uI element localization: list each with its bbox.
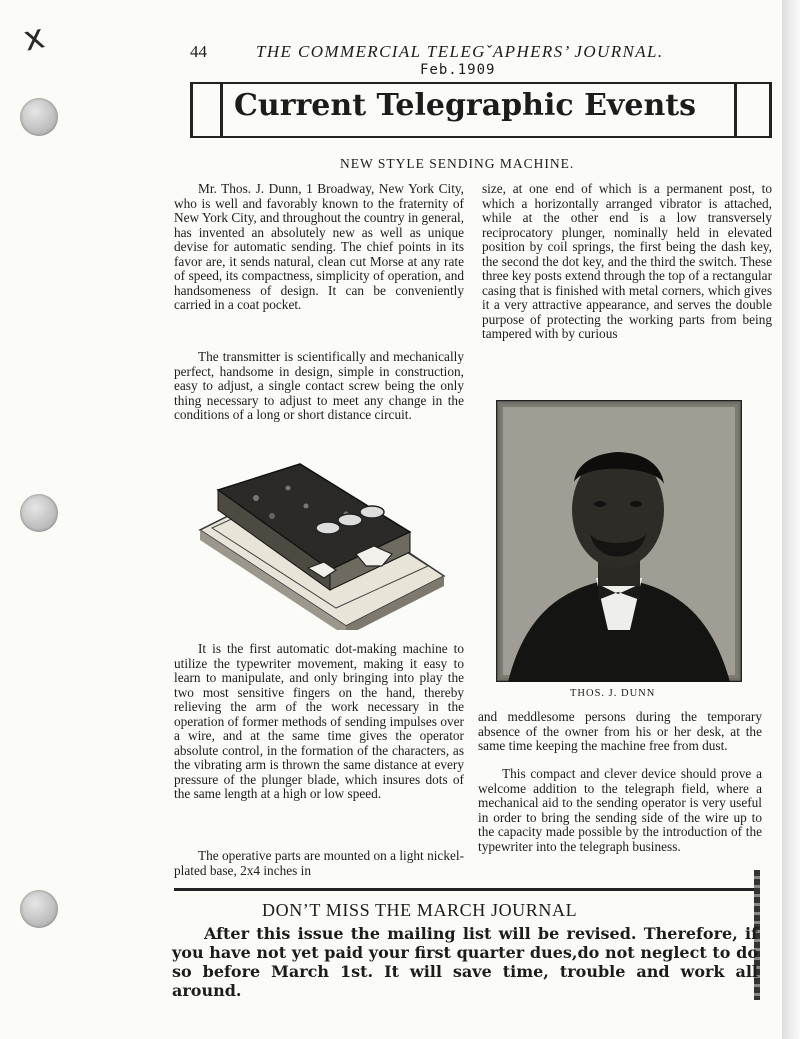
issue-date: Feb.1909: [420, 62, 496, 78]
article-paragraph: It is the first automatic dot-making machine to utilize the typewriter movement, making it easy to learn to manipulate, and only bringing into play the two most sensitive fingers on the hand, thereby relieving the arm of the work necessary in the operation of former methods of sending impulses over a wire, and at the same time gives the operator absolute control, in the formation of the characters, as the vibrating arm is thrown the same distance at every pressure of the plunger blade, which insures dots of the same length at a high or low speed.: [174, 641, 464, 801]
article-paragraph: and meddlesome persons during the temporary absence of the owner from his or her desk, at the same time keeping the machine free from dust.: [478, 709, 762, 753]
page-number: 44: [190, 42, 207, 61]
notice-heading: DON’T MISS THE MARCH JOURNAL: [262, 900, 578, 920]
article-paragraph: The transmitter is scientifically and mechanically perfect, handsome in design, simple in construction, easy to adjust, a single contact screw being the only thing necessary to adjust to meet any change in the conditions of a long or short distance circuit.: [174, 349, 464, 422]
banner-right-bar: [769, 84, 772, 136]
journal-title: THE COMMERCIAL TELEGˇAPHERS’ JOURNAL.: [256, 42, 664, 61]
punch-hole-middle: [20, 494, 58, 532]
handwritten-mark: x: [20, 16, 49, 60]
page-edge-shadow: [782, 0, 800, 1039]
article-paragraph: size, at one end of which is a permanent post, to which a horizontally arranged vibrator is attached, while at the other end is a low transversely reciprocatory plunger, nominally held in elevated position by coil springs, the first being the dash key, the second the dot key, and the third the switch. These three key posts extend through the top of a rectangular casing that is finished with metal corners, which gives it a very attractive appearance, and serves the double purpose of protecting the working parts from being tampered with by curious: [482, 181, 772, 341]
portrait-photo: [496, 400, 742, 682]
sending-machine-illustration: [196, 458, 446, 630]
banner-title: Current Telegraphic Events: [234, 88, 697, 123]
key-dot-icon: [338, 514, 362, 526]
notice-divider: [174, 888, 758, 891]
notice-text: After this issue the mailing list will be revised. Therefore, if you have not yet paid your first quarter dues,do not neglect to do so before March 1st. It will save time, trouble and work all around.: [172, 924, 758, 1000]
article-paragraph: The operative parts are mounted on a light nickel-plated base, 2x4 inches in: [174, 848, 464, 878]
punch-hole-top: [20, 98, 58, 136]
article-paragraph: This compact and clever device should prove a welcome addition to the telegraph field, where a mechanical aid to the sending operator is very useful in order to bring the sending side of the wire up to the capacity made possible by the introduction of the typewriter into the telegraph business.: [478, 766, 762, 854]
portrait-caption: THOS. J. DUNN: [570, 688, 656, 699]
banner-left-inner-bar: [220, 84, 223, 136]
running-header: [190, 42, 710, 64]
article-paragraph: Mr. Thos. J. Dunn, 1 Broadway, New York City, who is well and favorably known to the fraternity of New York City, and throughout the country in general, has invented an absolutely new as well as unique devise for automatic sending. The chief points in its favor are, it sends natural, clean cut Morse at any rate of speed, its compactness, simplicity of operation, and handsomeness of design. It can be conveniently carried in a coat pocket.: [174, 181, 464, 312]
section-banner: [190, 82, 772, 138]
banner-left-bar: [190, 84, 193, 136]
banner-right-inner-bar: [734, 84, 737, 136]
article-heading: NEW STYLE SENDING MACHINE.: [340, 156, 575, 171]
punch-hole-bottom: [20, 890, 58, 928]
key-dash-icon: [316, 522, 340, 534]
key-switch-icon: [360, 506, 384, 518]
